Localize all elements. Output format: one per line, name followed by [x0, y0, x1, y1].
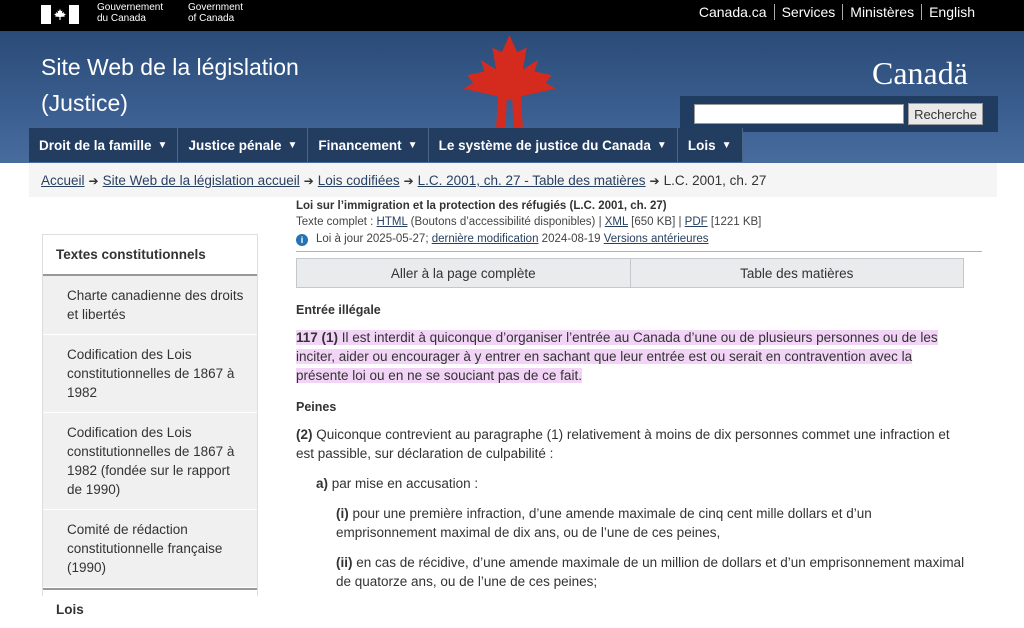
- link-canada-ca[interactable]: Canada.ca: [698, 4, 767, 20]
- subparagraph-text: pour une première infraction, d’une amende maximale de cinq cent mille dollars et d’un emprisonnement maximal de dix ans, ou de l’une de ces peines,: [336, 506, 872, 540]
- full-text-line: [296, 214, 986, 230]
- subparagraph-number: (ii): [336, 555, 353, 570]
- site-title-line1: Site Web de la législation: [41, 54, 299, 80]
- xml-link[interactable]: XML: [604, 216, 628, 228]
- section-number: 117 (1): [296, 330, 339, 345]
- previous-versions-link[interactable]: Versions antérieures: [603, 233, 709, 245]
- sidebar-item-charte[interactable]: Charte canadienne des droits et libertés: [43, 276, 257, 335]
- subparagraph-ii: [336, 553, 966, 591]
- paragraph-a: [316, 474, 986, 493]
- sidebar-item-comite[interactable]: Comité de rédaction constitutionnelle française (1990): [43, 510, 257, 588]
- top-links: [692, 4, 982, 20]
- html-link[interactable]: HTML: [376, 216, 408, 228]
- gov-en-line2: of Canada: [188, 13, 235, 24]
- paragraph-text: par mise en accusation :: [328, 476, 479, 491]
- search-area: [680, 96, 998, 132]
- nav-label: Justice pénale: [188, 137, 282, 153]
- page-buttons: [296, 258, 964, 288]
- subsection-text: Quiconque contrevient au paragraphe (1) relativement à moins de dix personnes commet une infraction et est passible, sur déclaration de culpabilité :: [296, 427, 950, 461]
- nav-label: Le système de justice du Canada: [438, 137, 651, 153]
- table-of-contents-button[interactable]: Table des matières: [631, 258, 965, 288]
- government-name-fr[interactable]: [97, 2, 163, 24]
- link-services[interactable]: Services: [774, 4, 843, 20]
- subparagraph-number: (i): [336, 506, 349, 521]
- act-title: Loi sur l’immigration et la protection des réfugiés (L.C. 2001, ch. 27): [296, 200, 667, 212]
- gov-fr-line1: Gouvernement: [97, 2, 164, 13]
- breadcrumb-lois-codifiees[interactable]: Lois codifiées: [317, 173, 400, 188]
- xml-size: [650 KB] |: [627, 216, 685, 228]
- paragraph-number: a): [316, 476, 329, 491]
- nav-item-justice-penale[interactable]: [178, 128, 308, 162]
- nav-item-lois[interactable]: [678, 128, 743, 162]
- breadcrumb-bar: [29, 163, 997, 197]
- gov-fr-line2: du Canada: [97, 13, 146, 24]
- pdf-size: [1221 KB]: [707, 216, 762, 228]
- section-text: Il est interdit à quiconque d’organiser l’entrée au Canada d’une ou de plusieurs personnes ou de les inciter, aider ou encourager à y entrer en sachant que leur entrée est ou serait en contravention avec la présente loi ou en ne se souciant pas de ce fait.: [296, 330, 938, 383]
- breadcrumb-table-matieres[interactable]: L.C. 2001, ch. 27 - Table des matières: [417, 173, 646, 188]
- chevron-down-icon: ▼: [656, 139, 667, 151]
- breadcrumb: [41, 173, 766, 188]
- divider: [296, 251, 982, 252]
- canada-wordmark: Canadä: [872, 55, 968, 91]
- nav-item-droit-famille[interactable]: [29, 128, 178, 162]
- government-bar: [0, 0, 1024, 31]
- search-input[interactable]: [694, 104, 904, 124]
- breadcrumb-site-web[interactable]: Site Web de la législation accueil: [102, 173, 300, 188]
- arrow-right-icon: ➔: [303, 174, 314, 188]
- subparagraph-i: [336, 504, 966, 542]
- search-button[interactable]: Recherche: [908, 103, 983, 125]
- nav-label: Lois: [687, 137, 716, 153]
- section-117-1: [296, 328, 966, 385]
- sidebar-item-codification-1990[interactable]: Codification des Lois constitutionnelles de 1867 à 1982 (fondée sur le rapport de 1990): [43, 413, 257, 510]
- government-name-en[interactable]: [188, 2, 243, 24]
- currency-line: [296, 231, 986, 247]
- subparagraph-text: en cas de récidive, d’une amende maximale de un million de dollars et d’un emprisonnement maximal de quatorze ans, ou de l’une de ces peines;: [336, 555, 965, 589]
- nav-item-financement[interactable]: [308, 128, 428, 162]
- main-nav: [29, 128, 743, 162]
- nav-label: Financement: [318, 137, 402, 153]
- breadcrumb-accueil[interactable]: Accueil: [41, 173, 85, 188]
- gov-en-line1: Government: [188, 2, 244, 13]
- nav-item-systeme-justice[interactable]: [429, 128, 678, 162]
- subsection-number: (2): [296, 427, 313, 442]
- link-english[interactable]: English: [921, 4, 982, 20]
- site-title-line2: (Justice): [41, 90, 128, 116]
- last-amendment-date: 2024-08-19: [538, 233, 604, 245]
- section-117-2: [296, 425, 966, 463]
- arrow-right-icon: ➔: [88, 174, 99, 188]
- last-amendment-link[interactable]: dernière modification: [431, 233, 539, 245]
- maple-leaf-icon: [452, 31, 567, 131]
- chevron-down-icon: ▼: [721, 139, 732, 151]
- breadcrumb-current: L.C. 2001, ch. 27: [663, 173, 767, 188]
- canada-flag-icon[interactable]: [41, 5, 79, 24]
- nav-label: Droit de la famille: [39, 137, 152, 153]
- info-icon: i: [296, 234, 308, 246]
- chevron-down-icon: ▼: [407, 139, 418, 151]
- arrow-right-icon: ➔: [649, 174, 660, 188]
- html-note: (Boutons d’accessibilité disponibles) |: [407, 216, 605, 228]
- sidebar-item-codification[interactable]: Codification des Lois constitutionnelles de 1867 à 1982: [43, 335, 257, 413]
- sidebar: [42, 234, 258, 617]
- heading-entree-illegale: Entrée illégale: [296, 303, 381, 317]
- current-to: Loi à jour 2025-05-27;: [316, 233, 432, 245]
- site-title[interactable]: [41, 49, 299, 121]
- meta-prefix: Texte complet :: [296, 216, 377, 228]
- chevron-down-icon: ▼: [287, 139, 298, 151]
- sidebar-heading[interactable]: Textes constitutionnels: [43, 235, 257, 276]
- full-page-button[interactable]: Aller à la page complète: [296, 258, 631, 288]
- chevron-down-icon: ▼: [157, 139, 168, 151]
- main-content: [296, 199, 986, 591]
- pdf-link[interactable]: PDF: [684, 216, 708, 228]
- link-ministeres[interactable]: Ministères: [842, 4, 921, 20]
- arrow-right-icon: ➔: [403, 174, 414, 188]
- heading-peines: Peines: [296, 400, 337, 414]
- sidebar-heading-lois[interactable]: Lois: [43, 588, 257, 628]
